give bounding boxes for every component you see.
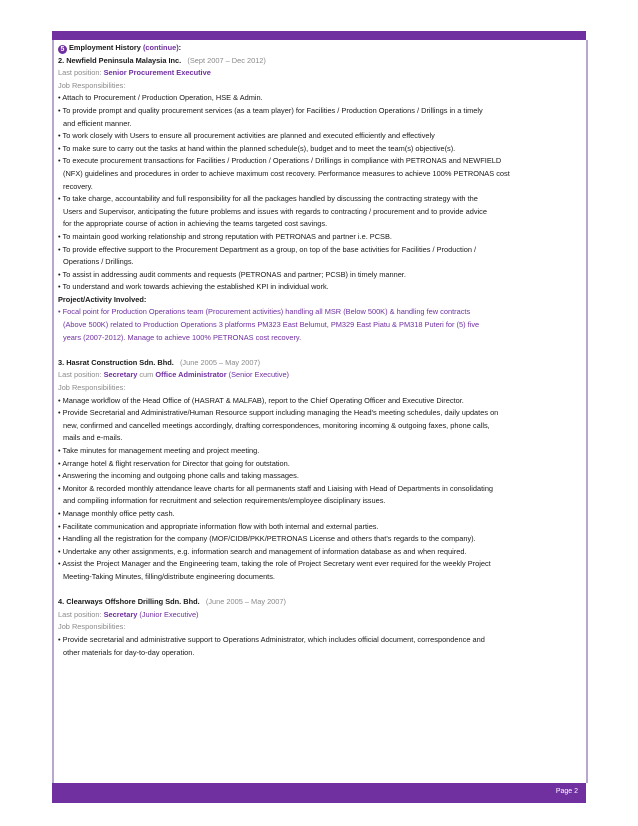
list-item: • Attach to Procurement / Production Operation, HSE & Admin. — [58, 93, 263, 103]
list-item: new, confirmed and cancelled meetings accordingly, drafting correspondences, monitoring incoming & outgoing faxes, phone calls, — [63, 420, 490, 430]
list-item: • Manage workflow of the Head Office of (HASRAT & MALFAB), report to the Chief Operating Officer and Executive Director. — [58, 395, 464, 405]
list-item: • Answering the incoming and outgoing phone calls and taking massages. — [58, 471, 299, 481]
list-item: • To understand and work towards achieving the established KPI in individual work. — [58, 282, 329, 292]
list-item: • Manage monthly office petty cash. — [58, 508, 175, 518]
header-band — [52, 31, 586, 40]
list-item: • Assist the Project Manager and the Engineering team, taking the role of Project Secretary went ever required for the weekly Project — [58, 559, 491, 569]
section-number-badge: 5 — [58, 45, 67, 54]
list-item: mails and e-mails. — [63, 433, 123, 443]
job-responsibilities-list — [58, 92, 578, 294]
list-item: other materials for day-to-day operation. — [63, 647, 195, 657]
list-item: • Monitor & recorded monthly attendance leave charts for all permanents staff and Liaising with Head of Departments in consolidating — [58, 483, 494, 493]
list-item: • To maintain good working relationship and strong reputation with PETRONAS and partner i.e. PCSB. — [58, 231, 392, 241]
list-item: (NFX) guidelines and procedures in order to achieve maximum cost recovery. Performance measures to achieve 100% PETRONAS cost — [63, 168, 510, 178]
job-responsibilities-list — [58, 395, 578, 584]
project-label: Project/Activity Involved: — [58, 294, 147, 304]
list-item: for the appropriate course of action in achieving the teams targeted cost savings. — [63, 219, 328, 229]
job-responsibilities-label: Job Responsibilities: — [58, 622, 126, 632]
list-item: • Arrange hotel & flight reservation for Director that going for outstation. — [58, 458, 290, 468]
list-item: Users and Supervisor, anticipating the future problems and issues with regards to contracting / procurement and to provide advice — [63, 206, 487, 216]
list-item: • Provide secretarial and administrative support to Operations Administrator, which includes official document, correspondence and — [58, 634, 485, 644]
list-item: years (2007-2012). Manage to achieve 100% PETRONAS cost recovery. — [63, 332, 302, 342]
list-item: (Above 500K) related to Production Operations 3 platforms PM323 East Belumut, PM329 East Piatu & PM318 Puteri for (5) five — [63, 320, 480, 330]
job-responsibilities-label: Job Responsibilities: — [58, 80, 126, 90]
document-body — [58, 42, 578, 659]
list-item: Meeting-Taking Minutes, filling/distribute engineering documents. — [63, 571, 275, 581]
job-position: Last position: Secretary (Junior Executive) — [58, 609, 199, 619]
job-heading: 2. Newfield Peninsula Malaysia Inc. (Sept 2007 – Dec 2012) — [58, 55, 266, 65]
section-heading: 5 Employment History (continue): — [58, 42, 578, 55]
job-position: Last position: Senior Procurement Executive — [58, 68, 211, 78]
list-item: • Facilitate communication and appropriate information flow with both internal and external parties. — [58, 521, 379, 531]
list-item: • To take charge, accountability and full responsibility for all the packages handled by discussing the contracting strategy with the — [58, 194, 478, 204]
list-item: Operations / Drillings. — [63, 257, 134, 267]
job-responsibilities-list — [58, 634, 578, 659]
page-number: Page 2 — [555, 788, 578, 795]
project-list — [58, 306, 578, 344]
list-item: and efficient manner. — [63, 118, 132, 128]
job-position: Last position: Secretary cum Office Administrator (Senior Executive) — [58, 370, 290, 380]
job-responsibilities-label: Job Responsibilities: — [58, 383, 126, 393]
list-item: • Undertake any other assignments, e.g. information search and management of information database as and when required. — [58, 546, 467, 556]
list-item: • To provide effective support to the Procurement Department as a group, on top of the base activities for Facilities / Production / — [58, 244, 477, 254]
list-item: and compiling information for recruitment and selection requirements/employee disciplinary issues. — [63, 496, 386, 506]
list-item: • Provide Secretarial and Administrative/Human Resource support including managing the Head's meeting schedules, daily updates on — [58, 408, 499, 418]
list-item: • To provide prompt and quality procurement services (as a team player) for Facilities / Production Operations / Drillings in a timely — [58, 105, 483, 115]
list-item: recovery. — [63, 181, 93, 191]
list-item: • To make sure to carry out the tasks at hand within the planned schedule(s), budget and to meet the team(s) objective(s). — [58, 143, 456, 153]
list-item: • To work closely with Users to ensure all procurement activities are planned and executed efficiently and effectively — [58, 131, 435, 141]
list-item: • Focal point for Production Operations team (Procurement activities) handling all MSR (Below 500K) & handling few contracts — [58, 307, 471, 317]
list-item: • Handling all the registration for the company (MOF/CIDB/PKK/PETRONAS License and others that's regards to the company). — [58, 534, 476, 544]
list-item: • Take minutes for management meeting and project meeting. — [58, 446, 260, 455]
job-heading: 4. Clearways Offshore Drilling Sdn. Bhd. (June 2005 – May 2007) — [58, 597, 286, 607]
list-item: • To execute procurement transactions for Facilities / Production / Operations / Drillings in compliance with PETRONAS and NEWFIELD — [58, 156, 502, 166]
list-item: • To assist in addressing audit comments and requests (PETRONAS and partner; PCSB) in timely manner. — [58, 269, 406, 279]
job-heading: 3. Hasrat Construction Sdn. Bhd. (June 2005 – May 2007) — [58, 357, 261, 367]
page-footer — [52, 783, 586, 803]
